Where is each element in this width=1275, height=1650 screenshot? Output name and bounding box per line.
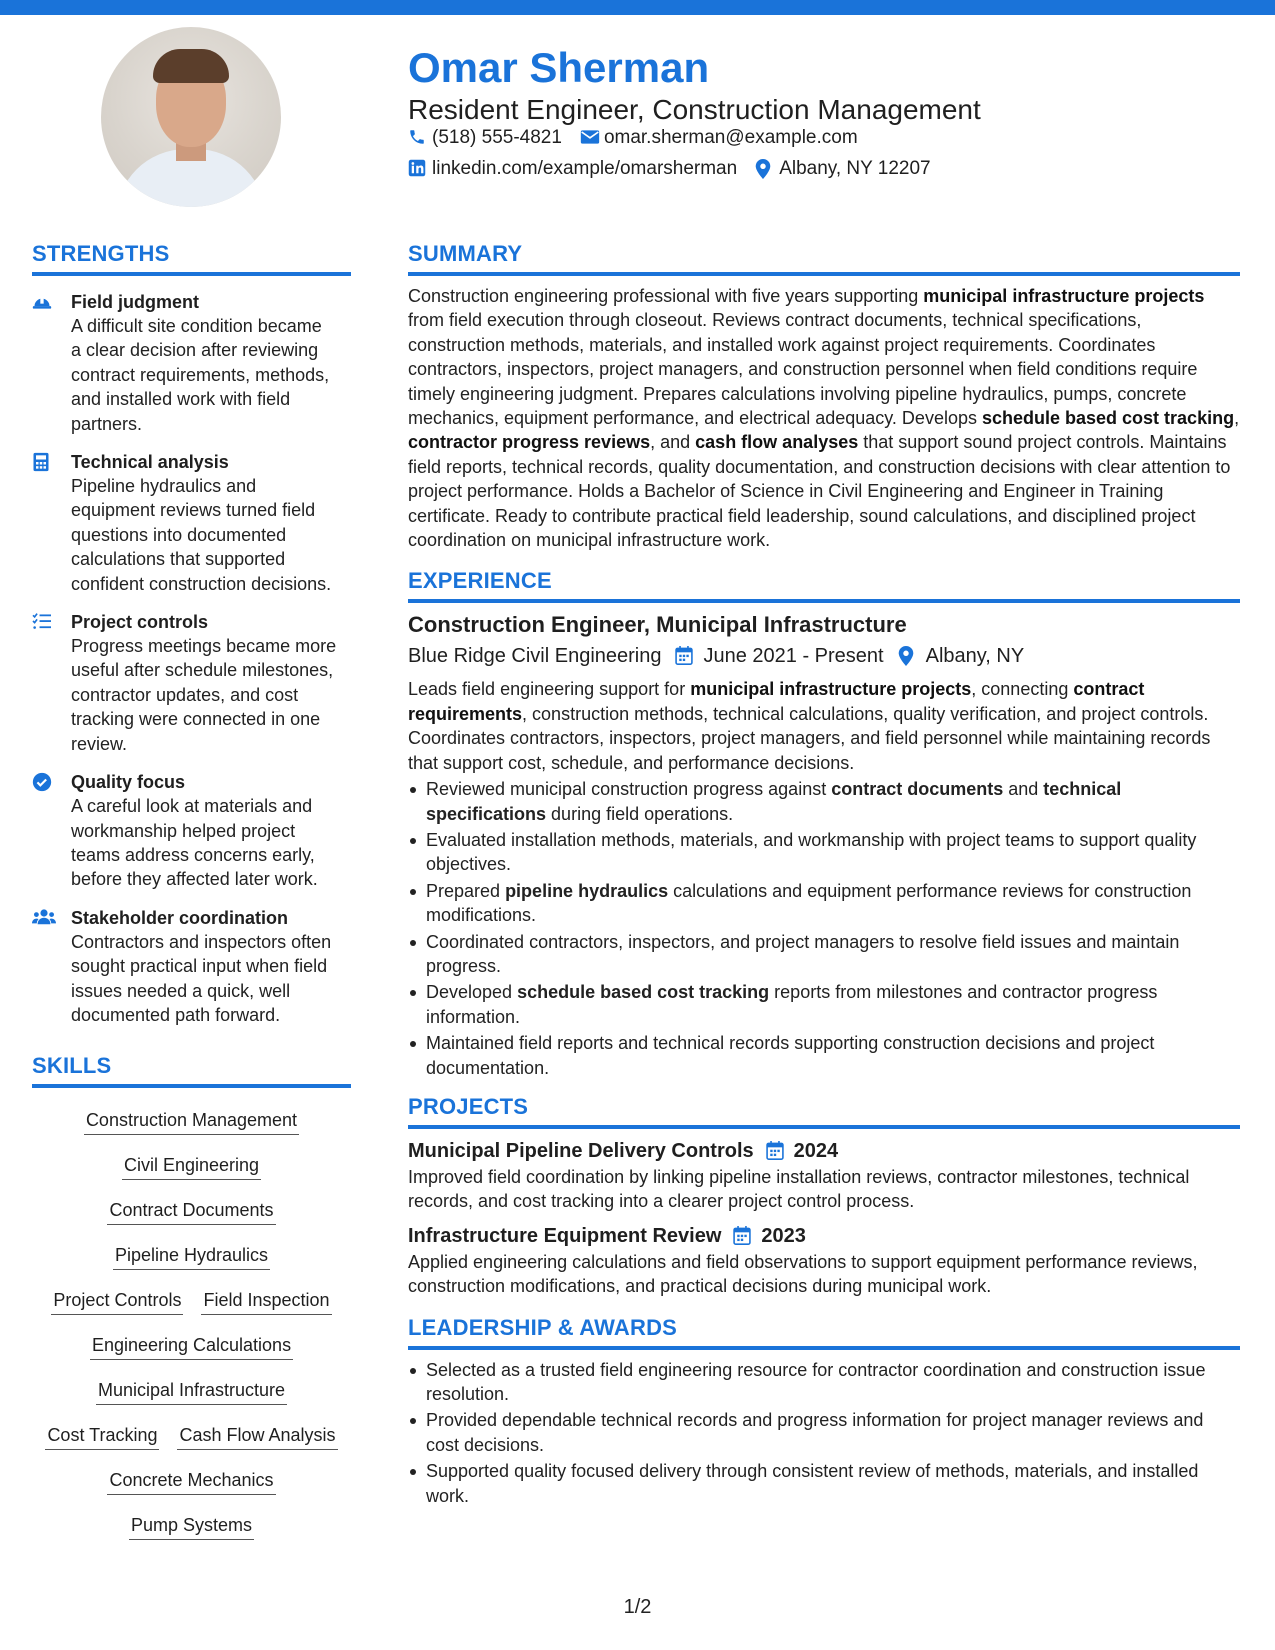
skill-tag: Construction Management xyxy=(84,1109,299,1135)
list-item: Prepared pipeline hydraulics calculations and equipment performance reviews for construction modifications. xyxy=(408,879,1240,928)
project-item xyxy=(408,1222,1240,1299)
skill-row xyxy=(32,1102,351,1147)
skill-tag: Concrete Mechanics xyxy=(107,1469,275,1495)
calendar-icon xyxy=(733,1226,753,1246)
project-description: Improved field coordination by linking pipeline installation reviews, contractor milestones, technical records, and cost tracking into a clearer project control process. xyxy=(408,1166,1190,1212)
strength-item xyxy=(32,450,351,596)
location-pin-icon xyxy=(755,159,775,179)
skill-row xyxy=(32,1147,351,1192)
job-title: Construction Engineer, Municipal Infrastructure xyxy=(408,612,907,638)
list-item: Coordinated contractors, inspectors, and project managers to resolve field issues and maintain progress. xyxy=(408,930,1240,979)
skills-heading: SKILLS xyxy=(32,1053,351,1088)
strengths-heading: STRENGTHS xyxy=(32,241,351,276)
phone-number[interactable]: (518) 555-4821 xyxy=(432,127,562,148)
candidate-name: Omar Sherman xyxy=(408,44,710,91)
skill-tag: Civil Engineering xyxy=(122,1154,261,1180)
profile-photo xyxy=(101,27,281,207)
calculator-icon xyxy=(32,452,54,474)
skill-tag: Contract Documents xyxy=(107,1199,275,1225)
strength-description: Pipeline hydraulics and equipment reviews turned field questions into documented calculations that supported confident construction decisions. xyxy=(71,476,332,594)
linkedin-icon xyxy=(408,159,428,179)
job-location: Albany, NY xyxy=(925,645,1025,668)
candidate-headline: Resident Engineer, Construction Management xyxy=(408,94,981,125)
project-year: 2024 xyxy=(793,1139,839,1162)
contact-row-2 xyxy=(408,158,931,180)
project-year: 2023 xyxy=(761,1224,806,1247)
summary-heading: SUMMARY xyxy=(408,241,1240,276)
skill-tag: Field Inspection xyxy=(201,1289,331,1315)
strength-item xyxy=(32,906,351,1028)
skill-row xyxy=(32,1192,351,1237)
right-column xyxy=(408,241,1240,1510)
location-pin-icon xyxy=(898,646,918,666)
hard-hat-icon xyxy=(32,292,54,314)
leadership-bullets xyxy=(408,1358,1240,1508)
project-description: Applied engineering calculations and field observations to support equipment performance reviews, construction modifications, and practical decisions during municipal work. xyxy=(408,1251,1198,1297)
skill-row xyxy=(32,1417,351,1462)
skill-tag: Pump Systems xyxy=(129,1514,254,1540)
list-item: Developed schedule based cost tracking reports from milestones and contractor progress information. xyxy=(408,980,1240,1029)
leadership-heading: LEADERSHIP & AWARDS xyxy=(408,1315,1240,1350)
email-icon xyxy=(580,128,600,148)
strength-description: A careful look at materials and workmanship helped project teams address concerns early, before they affected later work. xyxy=(71,796,318,890)
strength-item xyxy=(32,770,351,892)
summary-text: Construction engineering professional with five years supporting municipal infrastructure projects from field execution through closeout. Reviews contract documents, technical specifications, construction methods, materials, and installed work against project requirements. Coordinates contractors, inspectors, project managers, and construction personnel when field conditions require timely engineering judgment. Prepares calculations involving pipeline hydraulics, pumps, concrete mechanics, equipment performance, and electrical adequacy. Develops schedule based cost tracking, contractor progress reviews, and cash flow analyses that support sound project controls. Maintains field reports, technical records, quality documentation, and construction decisions with clear attention to project performance. Holds a Bachelor of Science in Civil Engineering and Engineer in Training certificate. Ready to contribute practical field leadership, sound calculations, and disciplined project coordination on municipal infrastructure work. xyxy=(408,286,1240,551)
strength-item xyxy=(32,290,351,436)
skill-row xyxy=(32,1462,351,1507)
company-name: Blue Ridge Civil Engineering xyxy=(408,645,662,668)
projects-heading: PROJECTS xyxy=(408,1094,1240,1129)
job-dates: June 2021 - Present xyxy=(703,645,884,668)
linkedin-url[interactable]: linkedin.com/example/omarsherman xyxy=(432,158,738,179)
project-name: Municipal Pipeline Delivery Controls xyxy=(408,1139,754,1162)
skill-tag: Pipeline Hydraulics xyxy=(113,1244,270,1270)
strength-description: Contractors and inspectors often sought practical input when field issues needed a quick, well documented path forward. xyxy=(71,931,332,1025)
list-item: Reviewed municipal construction progress against contract documents and technical specifications during field operations. xyxy=(408,777,1240,826)
project-name: Infrastructure Equipment Review xyxy=(408,1224,722,1247)
skill-tag: Municipal Infrastructure xyxy=(96,1379,287,1405)
project-item xyxy=(408,1137,1240,1214)
list-item: Supported quality focused delivery through consistent review of methods, materials, and installed work. xyxy=(408,1459,1240,1508)
strength-description: A difficult site condition became a clear decision after reviewing contract requirements, methods, and installed work with field partners. xyxy=(71,316,330,434)
strength-title: Technical analysis xyxy=(71,452,229,473)
skill-row xyxy=(32,1372,351,1417)
job-intro: Leads field engineering support for municipal infrastructure projects, connecting contract requirements, construction methods, technical calculations, quality verification, and project controls. Coordinates contractors, inspectors, project managers, and field personnel while maintaining records that support cost, schedule, and performance decisions. xyxy=(408,679,1211,773)
list-item: Selected as a trusted field engineering resource for contractor coordination and construction issue resolution. xyxy=(408,1358,1240,1407)
skill-row xyxy=(32,1327,351,1372)
skill-row xyxy=(32,1237,351,1282)
skill-row xyxy=(32,1507,351,1552)
check-circle-icon xyxy=(32,772,54,794)
list-item: Maintained field reports and technical records supporting construction decisions and project documentation. xyxy=(408,1031,1240,1080)
top-accent-bar xyxy=(0,0,1275,15)
strength-item xyxy=(32,610,351,756)
strength-title: Quality focus xyxy=(71,772,186,793)
email-address[interactable]: omar.sherman@example.com xyxy=(603,127,858,148)
list-item: Provided dependable technical records and progress information for project manager reviews and cost decisions. xyxy=(408,1408,1240,1457)
users-icon xyxy=(32,908,54,930)
strength-title: Field judgment xyxy=(71,292,199,312)
phone-icon xyxy=(408,128,428,148)
calendar-icon xyxy=(766,1141,786,1161)
skills-list xyxy=(32,1102,351,1552)
left-column xyxy=(32,241,351,1552)
skill-tag: Project Controls xyxy=(51,1289,183,1315)
skill-tag: Cash Flow Analysis xyxy=(177,1424,337,1450)
job-meta xyxy=(408,643,1240,669)
strength-description: Progress meetings became more useful after schedule milestones, contractor updates, and cost tracking were connected in one review. xyxy=(71,636,337,754)
strength-title: Project controls xyxy=(71,612,209,633)
skill-tag: Cost Tracking xyxy=(45,1424,159,1450)
checklist-icon xyxy=(32,612,54,634)
strength-title: Stakeholder coordination xyxy=(71,907,289,928)
location: Albany, NY 12207 xyxy=(779,158,931,179)
calendar-icon xyxy=(675,646,695,666)
list-item: Evaluated installation methods, materials, and workmanship with project teams to support quality objectives. xyxy=(408,828,1240,877)
job-bullets xyxy=(408,777,1240,1080)
skill-tag: Engineering Calculations xyxy=(90,1334,293,1360)
contact-row-1 xyxy=(408,127,858,149)
skill-row xyxy=(32,1282,351,1327)
experience-heading: EXPERIENCE xyxy=(408,568,1240,603)
page-number: 1/2 xyxy=(623,1596,652,1618)
